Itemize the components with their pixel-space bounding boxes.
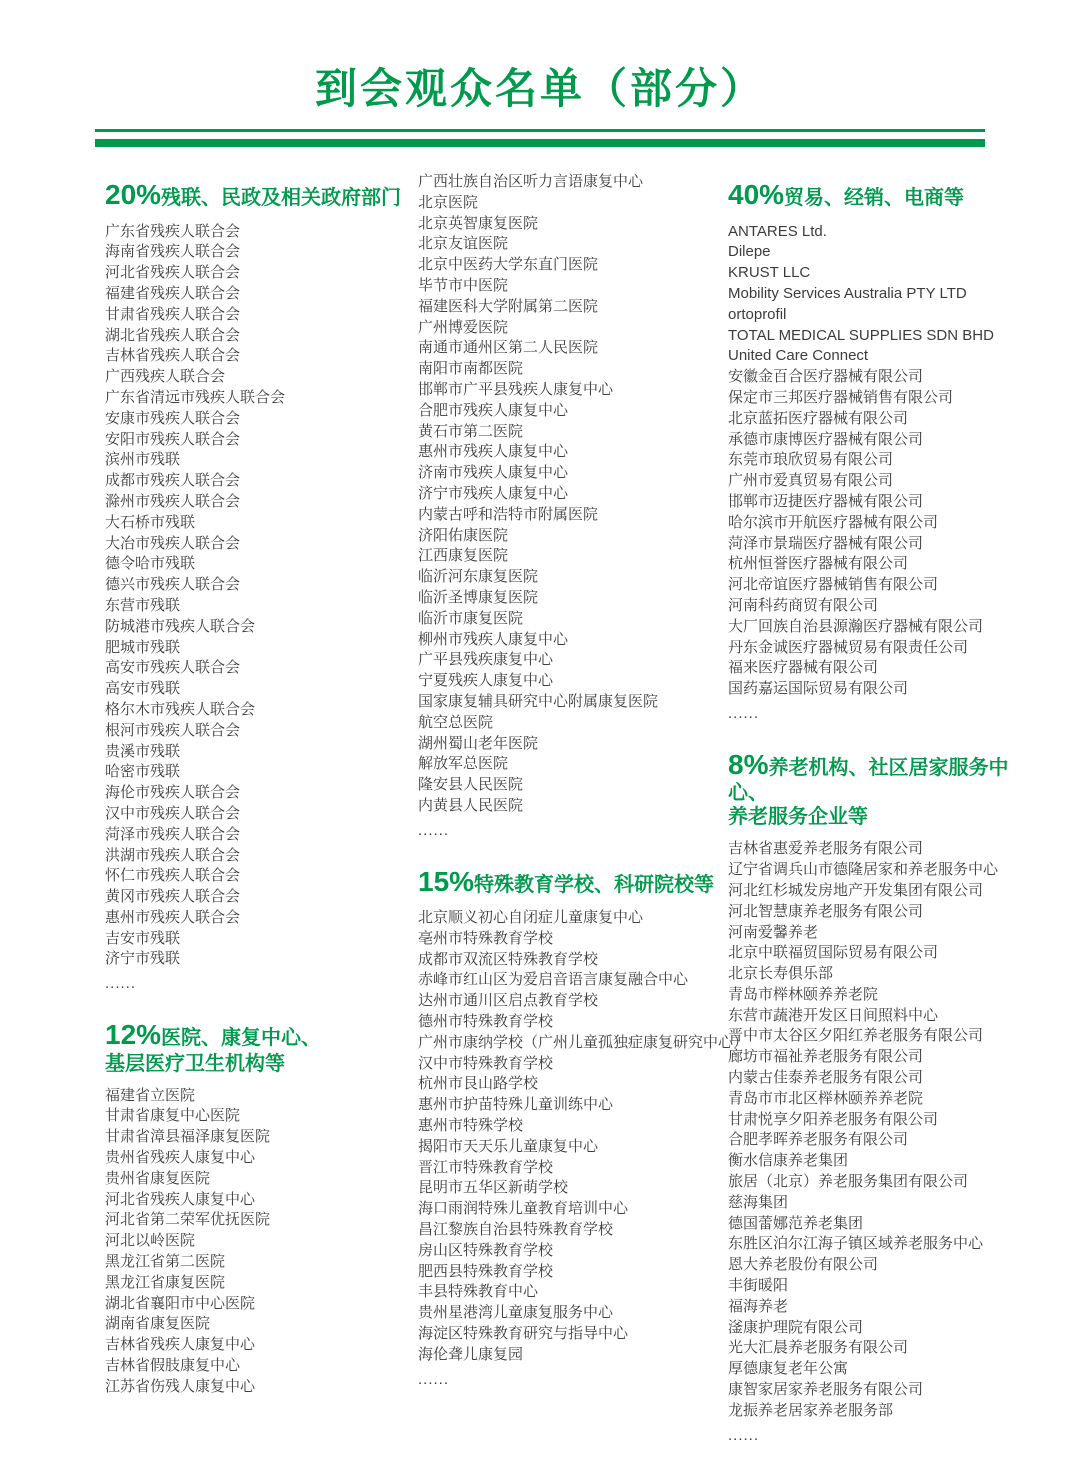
list-item: 合肥孝晖养老服务有限公司 — [728, 1131, 909, 1149]
list-item: United Care Connect — [728, 347, 869, 365]
list-item: 广西壮族自治区听力言语康复中心 — [418, 173, 644, 190]
list-item: 海淀区特殊教育研究与指导中心 — [418, 1325, 629, 1343]
ellipsis: ...... — [418, 821, 450, 839]
list-item: 安阳市残疾人联合会 — [105, 430, 241, 448]
list-item: TOTAL MEDICAL SUPPLIES SDN BHD — [728, 326, 994, 344]
list-item: 北京友谊医院 — [418, 235, 509, 253]
section-percentage: 40% — [728, 179, 785, 210]
list-item: 龙振养老居家养老服务部 — [728, 1401, 894, 1419]
list-item: 杭州市艮山路学校 — [418, 1075, 539, 1093]
list-item: ANTARES Ltd. — [728, 222, 827, 240]
list-item: 临沂圣博康复医院 — [418, 588, 539, 606]
list-item: 济阳佑康医院 — [418, 526, 509, 544]
list-item: 北京英智康复医院 — [418, 214, 539, 232]
list-item: 广东省残疾人联合会 — [105, 222, 241, 240]
section-title: 医院、康复中心、 — [161, 1027, 322, 1050]
list-item: 哈尔滨市开航医疗器械有限公司 — [728, 513, 939, 531]
list-item: 东胜区泊尔江海子镇区域养老服务中心 — [728, 1235, 984, 1253]
list-item: 汉中市残疾人联合会 — [105, 804, 241, 822]
list-item: 成都市双流区特殊教育学校 — [418, 950, 599, 968]
list-item: 北京长寿俱乐部 — [728, 965, 834, 983]
ellipsis: ...... — [105, 975, 137, 993]
list-item: 恩大养老股份有限公司 — [728, 1256, 879, 1274]
list-item: 丰街暖阳 — [728, 1277, 789, 1295]
list-item: 河北省残疾人康复中心 — [105, 1190, 256, 1208]
list-item: 河北红杉城发房地产开发集团有限公司 — [728, 881, 984, 899]
list-item: 东营市蔬港开发区日间照料中心 — [728, 1006, 939, 1024]
list-item: 昌江黎族自治县特殊教育学校 — [418, 1221, 614, 1239]
list-item: 吉安市残联 — [105, 929, 181, 947]
list-item: 德令哈市残联 — [105, 555, 196, 573]
list-item: 河南爱馨养老 — [728, 923, 819, 941]
list-item: 承德市康博医疗器械有限公司 — [728, 430, 924, 448]
list-item: 惠州市残疾人联合会 — [105, 908, 241, 926]
section-header — [105, 178, 420, 212]
section-header — [728, 748, 1028, 830]
list-item: 福海养老 — [728, 1297, 789, 1315]
list-item: 临沂市康复医院 — [418, 609, 524, 627]
list-item: 国家康复辅具研究中心附属康复医院 — [418, 692, 659, 710]
list-item: 廊坊市福祉养老服务有限公司 — [728, 1048, 924, 1066]
section-title: 残联、民政及相关政府部门 — [161, 187, 402, 209]
list-item: 北京医院 — [418, 193, 479, 211]
list-item: 慈海集团 — [728, 1193, 789, 1211]
list-item: 吉林省残疾人联合会 — [105, 347, 241, 365]
list-item: 晋中市太谷区夕阳红养老服务有限公司 — [728, 1027, 984, 1045]
list-item: 防城港市残疾人联合会 — [105, 617, 256, 635]
list-item: 惠州市特殊学校 — [418, 1117, 524, 1135]
list-item: 贵州省康复医院 — [105, 1169, 211, 1187]
section-header — [105, 1018, 420, 1076]
list-item: 福来医疗器械有限公司 — [728, 659, 879, 677]
list-item: 保定市三邦医疗器械销售有限公司 — [728, 388, 954, 406]
list-item: 晋江市特殊教育学校 — [418, 1158, 554, 1176]
list-item: 福建省残疾人联合会 — [105, 284, 241, 302]
list-item: 河北省第二荣军优抚医院 — [105, 1211, 271, 1229]
list-item: 河北省残疾人联合会 — [105, 264, 241, 282]
title-divider-thick — [95, 139, 985, 147]
list-item: 青岛市市北区榉林颐养养老院 — [728, 1089, 924, 1107]
list-item: 黑龙江省康复医院 — [105, 1273, 226, 1291]
list-item: 贵州星港湾儿童康复服务中心 — [418, 1304, 614, 1322]
list-item: 赤峰市红山区为爱启音语言康复融合中心 — [418, 971, 689, 989]
list-item: 昆明市五华区新萌学校 — [418, 1179, 569, 1197]
list-item: 柳州市残疾人康复中心 — [418, 630, 569, 648]
list-item: 甘肃省康复中心医院 — [105, 1107, 241, 1125]
list-item: Dilepe — [728, 243, 771, 261]
list-item: 广州市康纳学校（广州儿童孤独症康复研究中心） — [418, 1033, 749, 1051]
list-item: 滏康护理院有限公司 — [728, 1318, 864, 1336]
list-item: 江苏省伤残人康复中心 — [105, 1377, 256, 1395]
list-item: 海伦聋儿康复园 — [418, 1345, 524, 1363]
list-item: 旅居（北京）养老服务集团有限公司 — [728, 1173, 969, 1191]
list-item: 德兴市残疾人联合会 — [105, 576, 241, 594]
list-item: 南阳市南都医院 — [418, 360, 524, 378]
list-item: 洪湖市残疾人联合会 — [105, 846, 241, 864]
list-item: 根河市残疾人联合会 — [105, 721, 241, 739]
list-item: 解放军总医院 — [418, 755, 509, 773]
list-item: 河北以岭医院 — [105, 1232, 196, 1250]
list-item: 光大汇晨养老服务有限公司 — [728, 1339, 909, 1357]
list-item: 吉林省惠爱养老服务有限公司 — [728, 840, 924, 858]
list-item: 丹东金诚医疗器械贸易有限责任公司 — [728, 638, 969, 656]
column-trade-eldercare — [728, 178, 1028, 1446]
list-item: 杭州恒誉医疗器械有限公司 — [728, 555, 909, 573]
list-item: 福建医科大学附属第二医院 — [418, 297, 599, 315]
list-item: 德国蕾娜范养老集团 — [728, 1214, 864, 1232]
list-item: 甘肃省残疾人联合会 — [105, 305, 241, 323]
list-item: 格尔木市残疾人联合会 — [105, 700, 256, 718]
list-item: 合肥市残疾人康复中心 — [418, 401, 569, 419]
section-title: 贸易、经销、电商等 — [784, 187, 965, 209]
list-item: 内蒙古佳泰养老服务有限公司 — [728, 1069, 924, 1087]
list-item: 高安市残联 — [105, 680, 181, 698]
list-item: 北京顺义初心自闭症儿童康复中心 — [418, 909, 644, 927]
list-item: 大冶市残疾人联合会 — [105, 534, 241, 552]
column-government — [105, 178, 420, 1398]
list-item: 惠州市残疾人康复中心 — [418, 443, 569, 461]
list-item: 安徽金百合医疗器械有限公司 — [728, 368, 924, 386]
list-item: 广平县残疾康复中心 — [418, 651, 554, 669]
list-item: 河北智慧康养老服务有限公司 — [728, 902, 924, 920]
list-item: 东营市残联 — [105, 596, 181, 614]
list-item: 北京中医药大学东直门医院 — [418, 256, 599, 274]
section-header — [728, 178, 1028, 212]
list-item: 哈密市残联 — [105, 763, 181, 781]
list-item: KRUST LLC — [728, 264, 811, 282]
section-title: 特殊教育学校、科研院校等 — [474, 873, 715, 896]
section-title-line2: 基层医疗卫生机构等 — [105, 1052, 285, 1075]
section-percentage: 15% — [418, 865, 475, 897]
list-item: 海伦市残疾人联合会 — [105, 784, 241, 802]
list-item: 怀仁市残疾人联合会 — [105, 867, 241, 885]
list-item: 亳州市特殊教育学校 — [418, 929, 554, 947]
ellipsis: ...... — [728, 1426, 760, 1444]
list-item: 肥西县特殊教育学校 — [418, 1262, 554, 1280]
list-item: 菏泽市景瑞医疗器械有限公司 — [728, 534, 924, 552]
list-item: 安康市残疾人联合会 — [105, 409, 241, 427]
list-item: 肥城市残联 — [105, 638, 181, 656]
list-item: 辽宁省调兵山市德隆居家和养老服务中心 — [728, 861, 999, 879]
list-item: 贵溪市残联 — [105, 742, 181, 760]
list-item: 毕节市中医院 — [418, 276, 509, 294]
list-item: 湖北省残疾人联合会 — [105, 326, 241, 344]
list-item: 惠州市护苗特殊儿童训练中心 — [418, 1096, 614, 1114]
list-item: 济南市残疾人康复中心 — [418, 464, 569, 482]
section-header — [418, 865, 736, 899]
list-item: 德州市特殊教育学校 — [418, 1013, 554, 1031]
list-item: 广州博爱医院 — [418, 318, 509, 336]
list-item: 大厂回族自治县源瀚医疗器械有限公司 — [728, 617, 984, 635]
list-item: 黄石市第二医院 — [418, 422, 524, 440]
ellipsis: ...... — [418, 1370, 450, 1388]
list-item: 江西康复医院 — [418, 547, 509, 565]
list-item: 广西残疾人联合会 — [105, 368, 226, 386]
section-percentage: 20% — [105, 179, 162, 210]
list-item: 河南科药商贸有限公司 — [728, 596, 879, 614]
list-item: 甘肃省漳县福泽康复医院 — [105, 1128, 271, 1146]
list-item: 黑龙江省第二医院 — [105, 1253, 226, 1271]
list-item: 甘肃悦享夕阳养老服务有限公司 — [728, 1110, 939, 1128]
list-item: 邯郸市广平县残疾人康复中心 — [418, 380, 614, 398]
list-item: 河北帝谊医疗器械销售有限公司 — [728, 576, 939, 594]
list-item: 福建省立医院 — [105, 1086, 196, 1104]
column-hospitals-schools — [418, 172, 749, 1390]
list-item: 宁夏残疾人康复中心 — [418, 672, 554, 690]
list-item: ortoprofil — [728, 305, 787, 323]
list-item: 内蒙古呼和浩特市附属医院 — [418, 505, 599, 523]
list-item: 汉中市特殊教育学校 — [418, 1054, 554, 1072]
list-item: 厚德康复老年公寓 — [728, 1360, 849, 1378]
list-item: 吉林省假肢康复中心 — [105, 1357, 241, 1375]
list-item: 湖南省康复医院 — [105, 1315, 211, 1333]
section-percentage: 8% — [728, 748, 769, 780]
title-divider-thin — [95, 129, 985, 132]
list-item: 达州市通川区启点教育学校 — [418, 992, 599, 1010]
list-item: 高安市残疾人联合会 — [105, 659, 241, 677]
list-item: Mobility Services Australia PTY LTD — [728, 284, 967, 302]
list-item: 东莞市琅欣贸易有限公司 — [728, 451, 894, 469]
list-item: 航空总医院 — [418, 713, 494, 731]
list-item: 吉林省残疾人康复中心 — [105, 1336, 256, 1354]
list-item: 贵州省残疾人康复中心 — [105, 1149, 256, 1167]
list-item: 衡水信康养老集团 — [728, 1152, 849, 1170]
list-item: 大石桥市残联 — [105, 513, 196, 531]
list-item: 隆安县人民医院 — [418, 776, 524, 794]
list-item: 湖州蜀山老年医院 — [418, 734, 539, 752]
list-item: 北京中联福贸国际贸易有限公司 — [728, 944, 939, 962]
list-item: 广州市爱真贸易有限公司 — [728, 472, 894, 490]
list-item: 滨州市残联 — [105, 451, 181, 469]
ellipsis: ...... — [728, 704, 760, 722]
list-item: 滁州市残疾人联合会 — [105, 492, 241, 510]
list-item: 海南省残疾人联合会 — [105, 243, 241, 261]
list-item: 内黄县人民医院 — [418, 796, 524, 814]
page-title: 到会观众名单（部分） — [314, 65, 765, 112]
list-item: 揭阳市天天乐儿童康复中心 — [418, 1137, 599, 1155]
section-percentage: 12% — [105, 1019, 162, 1051]
list-item: 康智家居家养老服务有限公司 — [728, 1381, 924, 1399]
section-title: 养老机构、社区居家服务中心、 — [728, 756, 1009, 805]
list-item: 海口雨润特殊儿童教育培训中心 — [418, 1200, 629, 1218]
list-item: 成都市残疾人联合会 — [105, 472, 241, 490]
list-item: 济宁市残联 — [105, 950, 181, 968]
list-item: 邯郸市迈捷医疗器械有限公司 — [728, 492, 924, 510]
list-item: 南通市通州区第二人民医院 — [418, 339, 599, 357]
list-item: 菏泽市残疾人联合会 — [105, 825, 241, 843]
list-item: 济宁市残疾人康复中心 — [418, 484, 569, 502]
list-item: 房山区特殊教育学校 — [418, 1241, 554, 1259]
list-item: 青岛市榉林颐养养老院 — [728, 985, 879, 1003]
section-title-line2: 养老服务企业等 — [728, 806, 868, 829]
list-item: 广东省清远市残疾人联合会 — [105, 388, 286, 406]
list-item: 国药嘉运国际贸易有限公司 — [728, 680, 909, 698]
list-item: 湖北省襄阳市中心医院 — [105, 1294, 256, 1312]
list-item: 临沂河东康复医院 — [418, 568, 539, 586]
list-item: 丰县特殊教育中心 — [418, 1283, 539, 1301]
list-item: 北京蓝拓医疗器械有限公司 — [728, 409, 909, 427]
list-item: 黄冈市残疾人联合会 — [105, 888, 241, 906]
